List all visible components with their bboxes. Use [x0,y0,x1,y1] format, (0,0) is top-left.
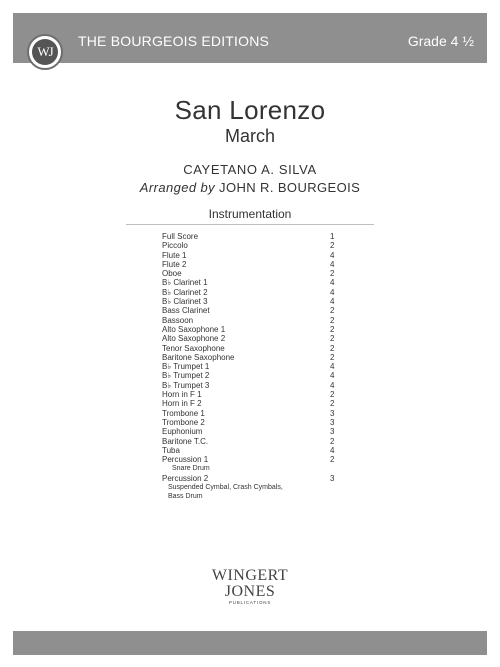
instrument-row [162,297,362,306]
instrument-name: Piccolo [162,241,188,251]
part-count: 2 [330,343,335,353]
instrument-row [162,371,362,380]
instrument-row [162,390,362,399]
instrument-row [162,278,362,287]
instrument-row [162,306,362,315]
part-count: 2 [330,436,335,446]
instrument-row [162,344,362,353]
instrument-name: Alto Saxophone 1 [162,324,226,334]
instrument-row [162,362,362,371]
part-count: 2 [330,455,335,465]
piece-subtitle: March [224,126,275,146]
instrument-name: B♭ Trumpet 3 [162,380,210,390]
part-count: 3 [330,408,335,418]
instrument-name: Flute 2 [162,259,187,269]
instrument-row [162,399,362,408]
part-count: 2 [330,334,335,344]
part-count: 4 [330,259,335,269]
part-count: 4 [330,250,335,260]
part-count: 4 [330,445,335,455]
publisher-line-1: WINGERT [211,567,289,584]
instrument-row [162,241,362,250]
part-count: 2 [330,241,335,251]
part-count: 2 [330,315,335,325]
footer-bar [13,631,487,655]
percussion-detail: Bass Drum [168,493,203,501]
part-count: 3 [330,473,335,483]
part-count: 4 [330,362,335,372]
instrument-row [162,316,362,325]
heading-divider [126,224,374,225]
part-count: 1 [330,232,335,241]
instrument-row [162,437,362,446]
instrument-name: B♭ Trumpet 2 [162,371,210,381]
part-count: 3 [330,427,335,437]
arranger-prefix: Arranged by [139,180,216,195]
logo-monogram: WJ [32,39,58,65]
instrument-name: B♭ Trumpet 1 [162,362,210,372]
instrument-name: B♭ Clarinet 3 [162,297,208,307]
composer-name: CAYETANO A. SILVA [183,162,317,177]
series-name: THE BOURGEOIS EDITIONS [78,33,270,49]
part-count: 2 [330,390,335,400]
instrument-row [162,353,362,362]
instrument-row [162,288,362,297]
instrument-row [162,409,362,418]
instrument-name: Tenor Saxophone [162,343,225,353]
instrument-row [162,325,362,334]
instrument-name: Horn in F 1 [162,390,202,400]
arranger-credit [0,180,500,195]
percussion-detail: Suspended Cymbal, Crash Cymbals, [168,484,283,492]
instrument-name: Baritone Saxophone [162,352,235,362]
publisher-line-3: PUBLICATIONS [228,600,272,605]
instrument-name: Percussion 1 [162,455,209,465]
part-count: 2 [330,399,335,409]
part-count: 2 [330,269,335,279]
instrument-name: Flute 1 [162,250,187,260]
instrument-row [162,427,362,436]
instrument-name: Tuba [162,445,180,455]
instrument-row [162,269,362,278]
part-count: 4 [330,380,335,390]
instrument-name: B♭ Clarinet 2 [162,287,208,297]
instrument-name: Horn in F 2 [162,399,202,409]
instrument-name: Oboe [162,269,182,279]
instrumentation-list [162,232,362,502]
instrument-name: Full Score [162,232,199,241]
part-count: 2 [330,352,335,362]
piece-title: San Lorenzo [174,95,326,125]
wj-logo-icon [27,34,63,70]
part-count: 4 [330,371,335,381]
instrument-name: Percussion 2 [162,473,209,483]
instrument-name: Bassoon [162,315,194,325]
instrument-name: Alto Saxophone 2 [162,334,226,344]
part-count: 4 [330,278,335,288]
instrument-name: Trombone 2 [162,417,205,427]
instrument-name: Trombone 1 [162,408,205,418]
grade-level: Grade 4 ½ [407,33,474,49]
instrument-name: B♭ Clarinet 1 [162,278,208,288]
arranger-name: JOHN R. BOURGEOIS [219,180,361,195]
instrument-row [162,446,362,455]
instrument-name: Euphonium [162,427,203,437]
instrument-row [162,418,362,427]
part-count: 2 [330,324,335,334]
part-count: 4 [330,297,335,307]
instrument-row [162,334,362,343]
part-count: 2 [330,306,335,316]
instrument-row [162,455,362,464]
publisher-line-2: JONES [224,583,276,600]
instrument-row [162,474,362,483]
instrument-row [162,260,362,269]
instrument-row [162,381,362,390]
percussion-detail: Snare Drum [172,465,210,473]
part-count: 3 [330,417,335,427]
publisher-logo [190,568,310,607]
part-count: 4 [330,287,335,297]
instrument-name: Baritone T.C. [162,436,209,446]
instrument-row [162,251,362,260]
instrument-row [162,232,362,241]
instrument-name: Bass Clarinet [162,306,210,316]
instrumentation-heading: Instrumentation [208,207,292,221]
